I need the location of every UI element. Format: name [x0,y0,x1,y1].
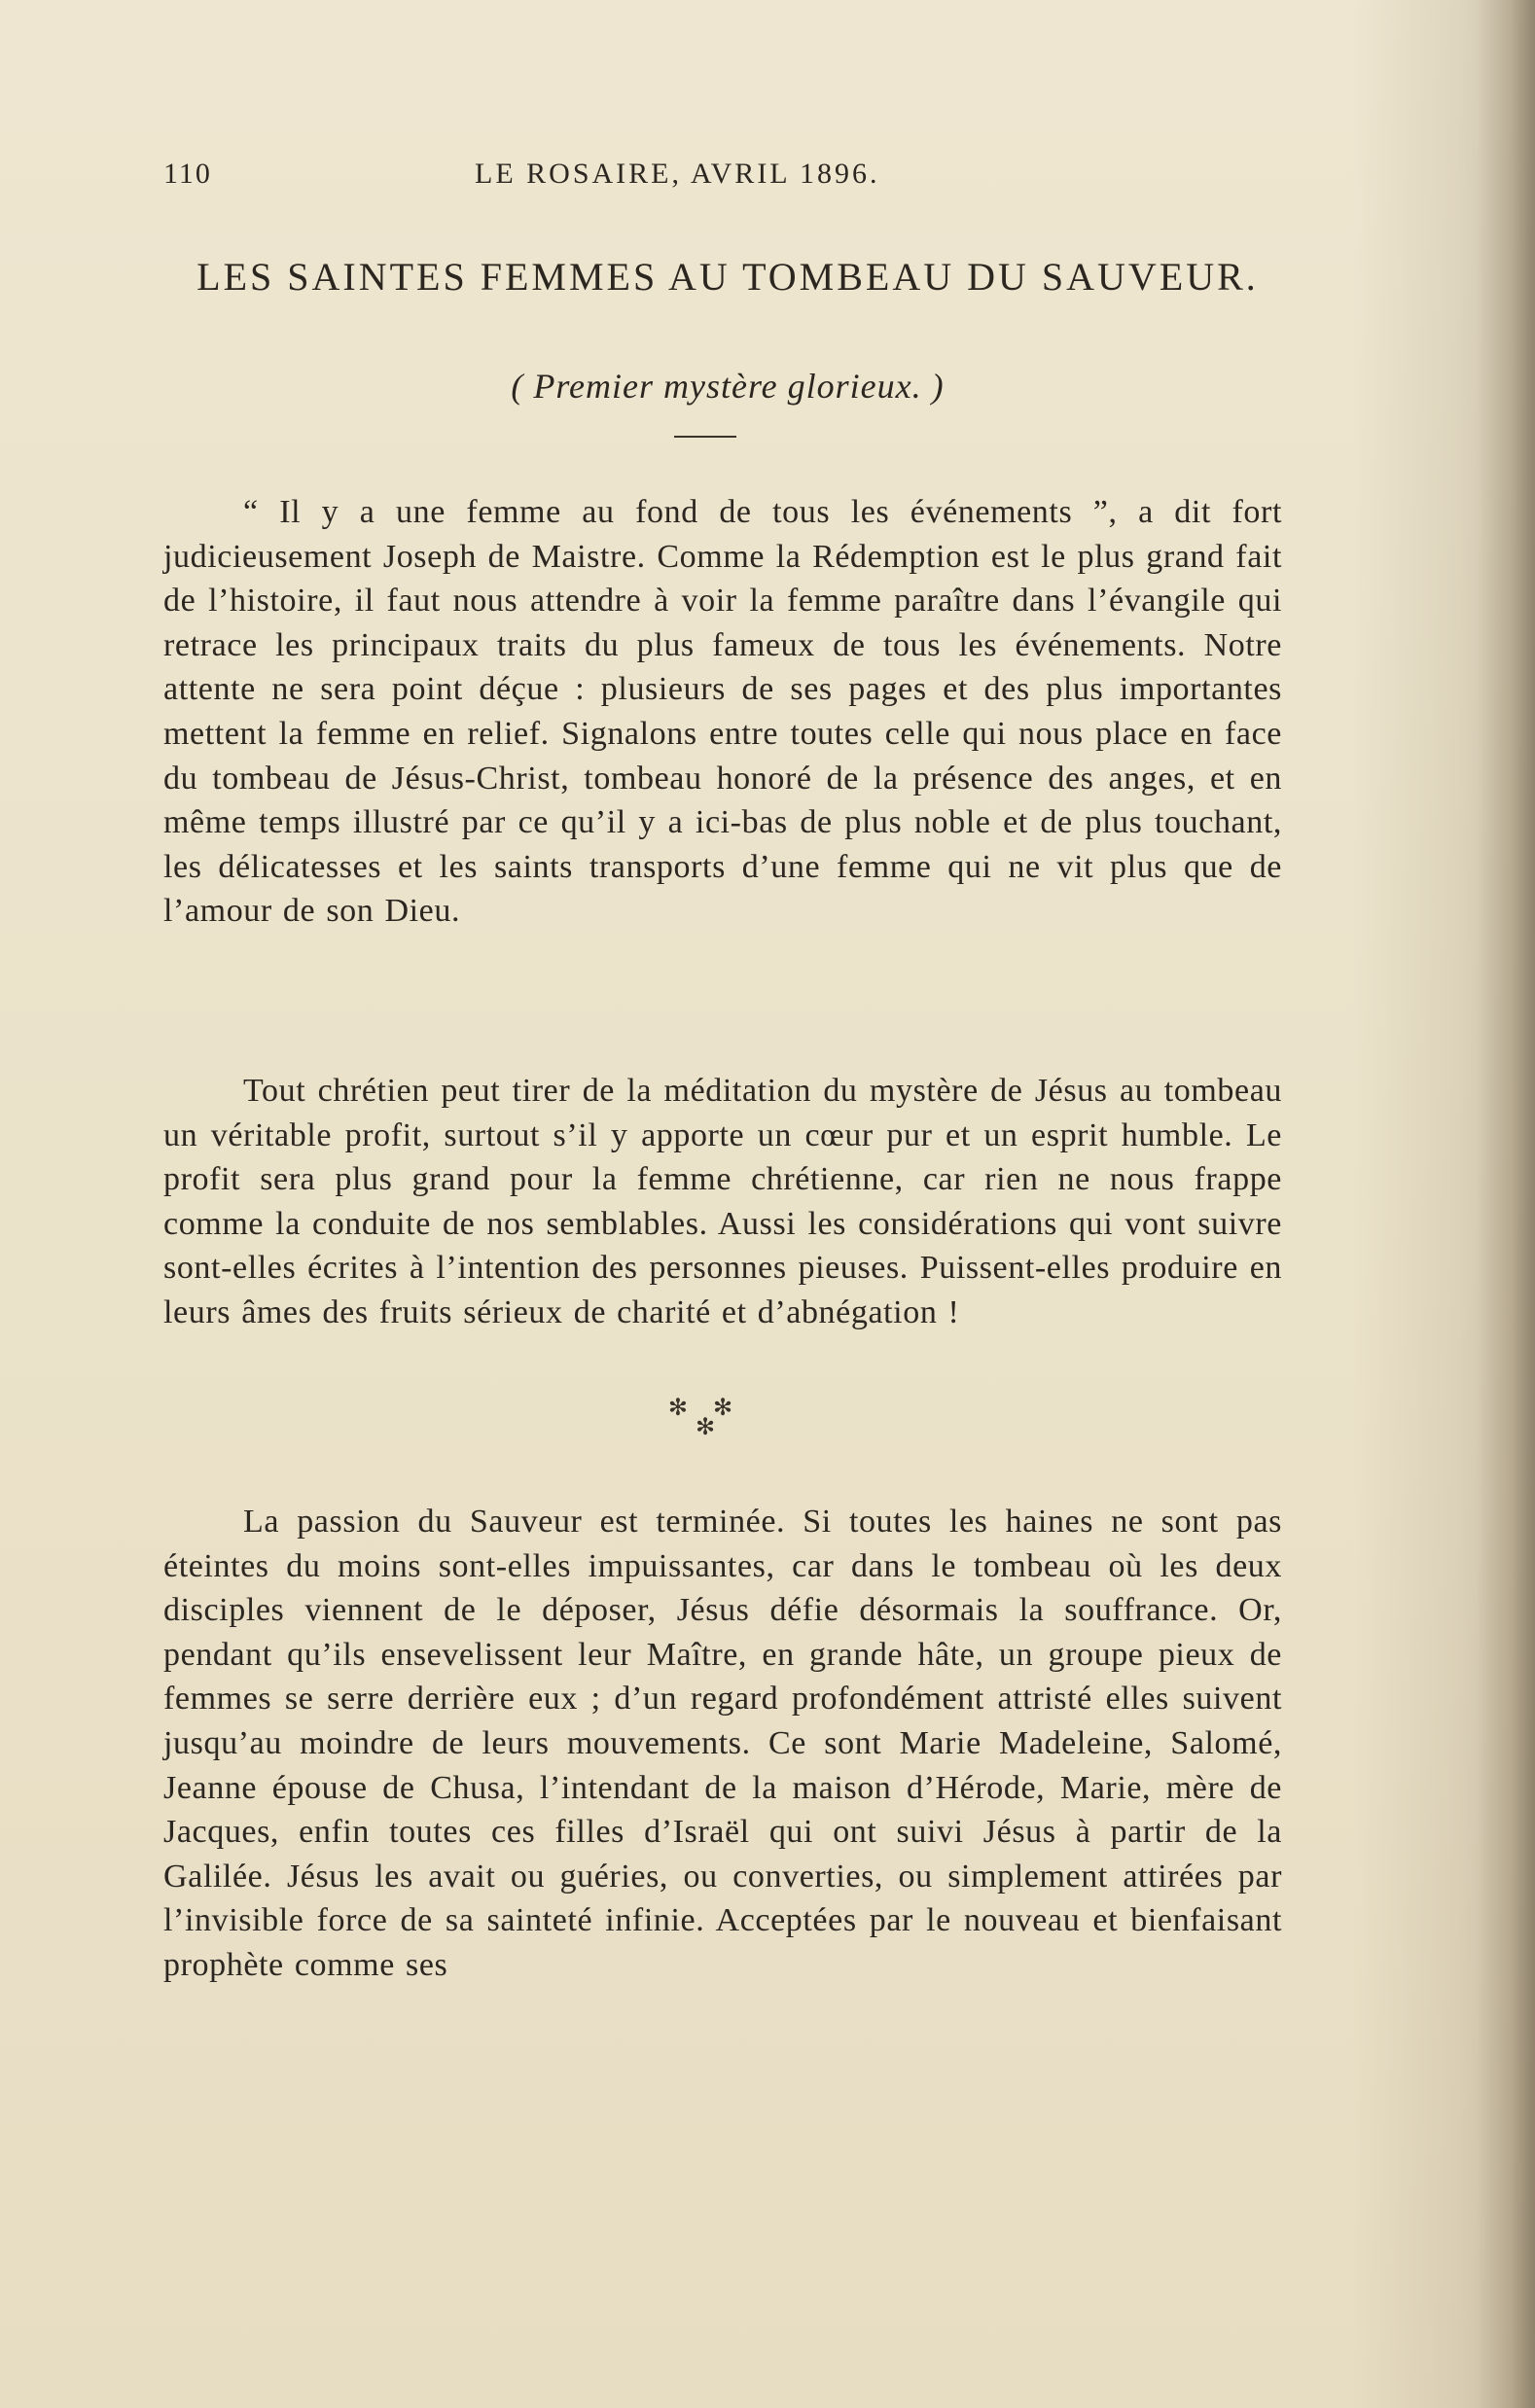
running-header [163,158,1292,196]
article-subtitle: ( Premier mystère glorieux. ) [511,367,945,406]
paragraph-2: Tout chrétien peut tirer de la méditation du mystère de Jésus au tombeau un véritable profit, surtout s’il y apporte un cœur pur et un esprit humble. Le profit sera plus grand pour la femme chrétienne, car rien ne nous frappe comme la conduite de nos semblables. Aussi les considérations qui vont suivre sont-elles écrites à l’intention des personnes pieuses. Puissent-elles produire en leurs âmes des fruits sérieux de charité et d’abnégation ! [163,1073,1282,1330]
asterism-top-row: ✻ ✻ [667,1396,743,1421]
asterism-bottom-row: ✻ [695,1415,716,1440]
title-rule [674,436,736,438]
paragraph-1: “ Il y a une femme au fond de tous les événements ”, a dit fort judicieusement Joseph de Maistre. Comme la Rédemption est le plus grand fait de l’histoire, il faut nous attendre à voir la femme paraître dans l’évangile qui retrace les principaux traits du plus fameux de tous les événements. Notre attente ne sera point déçue : plusieurs de ses pages et des plus importantes mettent la femme en relief. Signalons entre toutes celle qui nous place en face du tombeau de Jésus-Christ, tombeau honoré de la présence des anges, et en même temps illustré par ce qu’il y a ici-bas de plus noble et de plus touchant, les délicatesses et les saints transports d’une femme qui ne vit plus que de l’amour de son Dieu. [163,494,1282,930]
page-number: 110 [163,158,212,190]
page-edge-shadow [1477,0,1535,2408]
section-separator-asterism [661,1397,749,1455]
article-title: LES SAINTES FEMMES AU TOMBEAU DU SAUVEUR. [196,255,1259,299]
paragraph-3: La passion du Sauveur est terminée. Si toutes les haines ne sont pas éteintes du moins sont-elles impuissantes, car dans le tombeau où les deux disciples viennent de le déposer, Jésus défie désormais la souffrance. Or, pendant qu’ils ensevelissent leur Maître, en grande hâte, un groupe pieux de femmes se serre derrière eux ; d’un regard profondément attristé elles suivent jusqu’au moindre de leurs mouvements. Ce sont Marie Madeleine, Salomé, Jeanne épouse de Chusa, l’intendant de la maison d’Hérode, Marie, mère de Jacques, enfin toutes ces filles d’Israël qui ont suivi Jésus à partir de la Galilée. Jésus les avait ou guéries, ou converties, ou simplement attirées par l’invisible force de sa sainteté infinie. Acceptées par le nouveau et bienfaisant prophète comme ses [163,1504,1282,1983]
running-title: LE ROSAIRE, AVRIL 1896. [475,158,880,190]
